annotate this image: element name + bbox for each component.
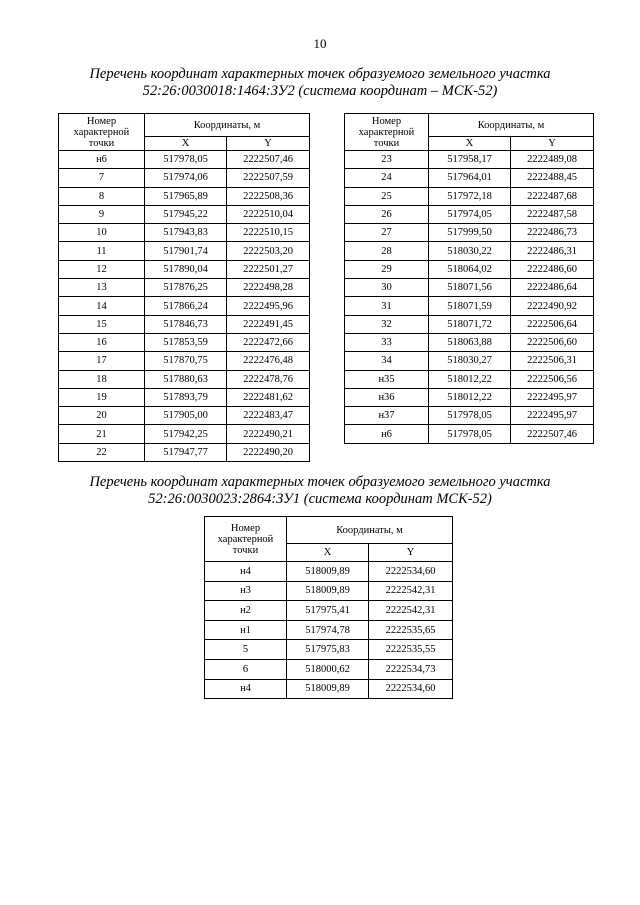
x-coordinate-cell: 517958,17 — [429, 151, 511, 169]
table-row — [345, 407, 594, 425]
y-coordinate-cell: 2222542,31 — [369, 601, 453, 621]
point-number-cell: 24 — [345, 169, 429, 187]
x-coordinate-cell: 518030,22 — [429, 242, 511, 260]
x-coordinate-cell: 518071,59 — [429, 297, 511, 315]
section1-title-line2: 52:26:0030018:1464:ЗУ2 (система координат – МСК-52) — [142, 83, 498, 99]
x-coordinate-cell: 517999,50 — [429, 224, 511, 242]
y-coordinate-cell: 2222508,36 — [227, 187, 310, 205]
y-coordinate-cell: 2222476,48 — [227, 352, 310, 370]
table-row — [59, 407, 310, 425]
x-coordinate-cell: 517974,06 — [145, 169, 227, 187]
table-row — [59, 297, 310, 315]
coordinates-table-zu2-right — [344, 113, 594, 444]
table-row — [345, 242, 594, 260]
y-coordinate-cell: 2222489,08 — [511, 151, 594, 169]
y-coordinate-cell: 2222510,15 — [227, 224, 310, 242]
table-row — [59, 242, 310, 260]
point-number-cell: 33 — [345, 333, 429, 351]
y-coordinate-cell: 2222495,97 — [511, 407, 594, 425]
x-coordinate-cell: 517972,18 — [429, 187, 511, 205]
y-coordinate-cell: 2222507,46 — [511, 425, 594, 443]
y-coordinate-cell: 2222478,76 — [227, 370, 310, 388]
table-row — [59, 169, 310, 187]
point-number-cell: 25 — [345, 187, 429, 205]
x-coordinate-cell: 517866,24 — [145, 297, 227, 315]
y-coordinate-cell: 2222486,31 — [511, 242, 594, 260]
table-row — [205, 601, 453, 621]
x-coordinate-cell: 517978,05 — [145, 151, 227, 169]
point-number-cell: 29 — [345, 260, 429, 278]
table-row — [345, 352, 594, 370]
y-coordinate-cell: 2222486,73 — [511, 224, 594, 242]
point-number-cell: 31 — [345, 297, 429, 315]
section2-title — [0, 474, 640, 508]
y-coordinate-cell: 2222487,68 — [511, 187, 594, 205]
table-row — [205, 620, 453, 640]
point-number-cell: 30 — [345, 279, 429, 297]
y-coordinate-cell: 2222542,31 — [369, 581, 453, 601]
point-number-cell: 13 — [59, 279, 145, 297]
point-number-cell: 22 — [59, 443, 145, 461]
y-coordinate-cell: 2222486,60 — [511, 260, 594, 278]
table-row — [205, 581, 453, 601]
x-coordinate-cell: 517945,22 — [145, 205, 227, 223]
y-coordinate-cell: 2222535,55 — [369, 640, 453, 660]
x-coordinate-cell: 517905,00 — [145, 407, 227, 425]
y-coordinate-cell: 2222495,97 — [511, 388, 594, 406]
table-row — [59, 333, 310, 351]
table-row — [345, 315, 594, 333]
section1-title — [0, 66, 640, 100]
point-number-header: Номер характерной точки — [205, 517, 287, 562]
x-coordinate-cell: 517974,05 — [429, 205, 511, 223]
point-number-cell: н36 — [345, 388, 429, 406]
y-coordinate-cell: 2222487,58 — [511, 205, 594, 223]
y-coordinate-cell: 2222490,21 — [227, 425, 310, 443]
table-row — [345, 279, 594, 297]
y-coordinate-cell: 2222506,64 — [511, 315, 594, 333]
y-coordinate-cell: 2222498,28 — [227, 279, 310, 297]
section2-title-line1: Перечень координат характерных точек образуемого земельного участка — [89, 474, 551, 490]
y-coordinate-cell: 2222488,45 — [511, 169, 594, 187]
point-number-cell: 12 — [59, 260, 145, 278]
x-coordinate-cell: 518009,89 — [287, 562, 369, 582]
y-coordinate-cell: 2222507,59 — [227, 169, 310, 187]
y-header: Y — [511, 137, 594, 151]
table-row — [345, 388, 594, 406]
point-number-cell: 27 — [345, 224, 429, 242]
table-row — [345, 370, 594, 388]
table-row — [205, 659, 453, 679]
point-number-cell: 26 — [345, 205, 429, 223]
point-number-cell: 19 — [59, 388, 145, 406]
y-coordinate-cell: 2222490,92 — [511, 297, 594, 315]
x-coordinate-cell: 517964,01 — [429, 169, 511, 187]
point-number-cell: н2 — [205, 601, 287, 621]
point-number-cell: 11 — [59, 242, 145, 260]
point-number-cell: н4 — [205, 679, 287, 699]
x-coordinate-cell: 517975,41 — [287, 601, 369, 621]
table-row — [345, 297, 594, 315]
y-coordinate-cell: 2222491,45 — [227, 315, 310, 333]
point-number-cell: 16 — [59, 333, 145, 351]
point-number-cell: 32 — [345, 315, 429, 333]
y-coordinate-cell: 2222501,27 — [227, 260, 310, 278]
y-coordinate-cell: 2222481,62 — [227, 388, 310, 406]
point-number-cell: 23 — [345, 151, 429, 169]
y-coordinate-cell: 2222510,04 — [227, 205, 310, 223]
table-row — [59, 260, 310, 278]
table-row — [345, 205, 594, 223]
section2-title-line2: 52:26:0030023:2864:ЗУ1 (система координат МСК-52) — [148, 491, 492, 507]
coordinates-header: Координаты, м — [429, 114, 594, 137]
point-number-cell: 18 — [59, 370, 145, 388]
x-coordinate-cell: 517846,73 — [145, 315, 227, 333]
y-coordinate-cell: 2222535,65 — [369, 620, 453, 640]
point-number-header: Номер характерной точки — [59, 114, 145, 151]
x-coordinate-cell: 517974,78 — [287, 620, 369, 640]
table-row — [345, 224, 594, 242]
table-row — [59, 205, 310, 223]
point-number-cell: 6 — [205, 659, 287, 679]
y-coordinate-cell: 2222534,60 — [369, 679, 453, 699]
point-number-cell: 15 — [59, 315, 145, 333]
x-coordinate-cell: 517978,05 — [429, 425, 511, 443]
x-coordinate-cell: 518063,88 — [429, 333, 511, 351]
table-row — [345, 260, 594, 278]
x-coordinate-cell: 517880,63 — [145, 370, 227, 388]
x-coordinate-cell: 517943,83 — [145, 224, 227, 242]
y-coordinate-cell: 2222506,60 — [511, 333, 594, 351]
x-coordinate-cell: 517947,77 — [145, 443, 227, 461]
x-coordinate-cell: 517975,83 — [287, 640, 369, 660]
point-number-cell: н35 — [345, 370, 429, 388]
point-number-cell: н6 — [59, 151, 145, 169]
coordinates-table-zu1 — [204, 516, 453, 699]
point-number-cell: 10 — [59, 224, 145, 242]
x-coordinate-cell: 517876,25 — [145, 279, 227, 297]
x-coordinate-cell: 517942,25 — [145, 425, 227, 443]
x-coordinate-cell: 518009,89 — [287, 581, 369, 601]
y-coordinate-cell: 2222495,96 — [227, 297, 310, 315]
x-coordinate-cell: 517978,05 — [429, 407, 511, 425]
x-header: X — [287, 544, 369, 562]
y-coordinate-cell: 2222486,64 — [511, 279, 594, 297]
x-coordinate-cell: 517853,59 — [145, 333, 227, 351]
point-number-cell: 14 — [59, 297, 145, 315]
x-coordinate-cell: 518071,56 — [429, 279, 511, 297]
table-row — [345, 169, 594, 187]
x-coordinate-cell: 518071,72 — [429, 315, 511, 333]
table-row — [205, 679, 453, 699]
y-coordinate-cell: 2222472,66 — [227, 333, 310, 351]
point-number-cell: 9 — [59, 205, 145, 223]
y-coordinate-cell: 2222506,56 — [511, 370, 594, 388]
coordinates-header: Координаты, м — [145, 114, 310, 137]
point-number-cell: н6 — [345, 425, 429, 443]
page-number: 10 — [313, 36, 327, 51]
table-row — [59, 370, 310, 388]
coordinates-table-zu2-left — [58, 113, 310, 462]
table-row — [59, 151, 310, 169]
point-number-header: Номер характерной точки — [345, 114, 429, 151]
x-coordinate-cell: 518030,27 — [429, 352, 511, 370]
point-number-cell: 8 — [59, 187, 145, 205]
point-number-cell: 17 — [59, 352, 145, 370]
x-coordinate-cell: 518009,89 — [287, 679, 369, 699]
x-coordinate-cell: 517901,74 — [145, 242, 227, 260]
table-row — [59, 443, 310, 461]
point-number-cell: н1 — [205, 620, 287, 640]
y-coordinate-cell: 2222483,47 — [227, 407, 310, 425]
point-number-cell: 34 — [345, 352, 429, 370]
point-number-cell: н4 — [205, 562, 287, 582]
point-number-cell: 28 — [345, 242, 429, 260]
point-number-cell: н37 — [345, 407, 429, 425]
x-header: X — [145, 137, 227, 151]
table-row — [205, 640, 453, 660]
y-header: Y — [227, 137, 310, 151]
table-row — [345, 425, 594, 443]
y-coordinate-cell: 2222490,20 — [227, 443, 310, 461]
table-row — [205, 562, 453, 582]
point-number-cell: н3 — [205, 581, 287, 601]
table-row — [345, 333, 594, 351]
y-coordinate-cell: 2222506,31 — [511, 352, 594, 370]
x-coordinate-cell: 517965,89 — [145, 187, 227, 205]
x-coordinate-cell: 517893,79 — [145, 388, 227, 406]
table-row — [345, 151, 594, 169]
x-coordinate-cell: 517870,75 — [145, 352, 227, 370]
table-row — [59, 315, 310, 333]
table-row — [59, 352, 310, 370]
coordinates-header: Координаты, м — [287, 517, 453, 544]
x-coordinate-cell: 518012,22 — [429, 370, 511, 388]
x-coordinate-cell: 518012,22 — [429, 388, 511, 406]
table-row — [59, 279, 310, 297]
x-coordinate-cell: 518064,02 — [429, 260, 511, 278]
table-row — [59, 388, 310, 406]
x-coordinate-cell: 518000,62 — [287, 659, 369, 679]
y-coordinate-cell: 2222507,46 — [227, 151, 310, 169]
x-coordinate-cell: 517890,04 — [145, 260, 227, 278]
section1-title-line1: Перечень координат характерных точек образуемого земельного участка — [89, 66, 551, 82]
point-number-cell: 20 — [59, 407, 145, 425]
table-row — [59, 187, 310, 205]
table-row — [59, 425, 310, 443]
point-number-cell: 21 — [59, 425, 145, 443]
point-number-cell: 7 — [59, 169, 145, 187]
y-coordinate-cell: 2222503,20 — [227, 242, 310, 260]
table-row — [59, 224, 310, 242]
point-number-cell: 5 — [205, 640, 287, 660]
y-coordinate-cell: 2222534,60 — [369, 562, 453, 582]
x-header: X — [429, 137, 511, 151]
table-row — [345, 187, 594, 205]
y-coordinate-cell: 2222534,73 — [369, 659, 453, 679]
y-header: Y — [369, 544, 453, 562]
